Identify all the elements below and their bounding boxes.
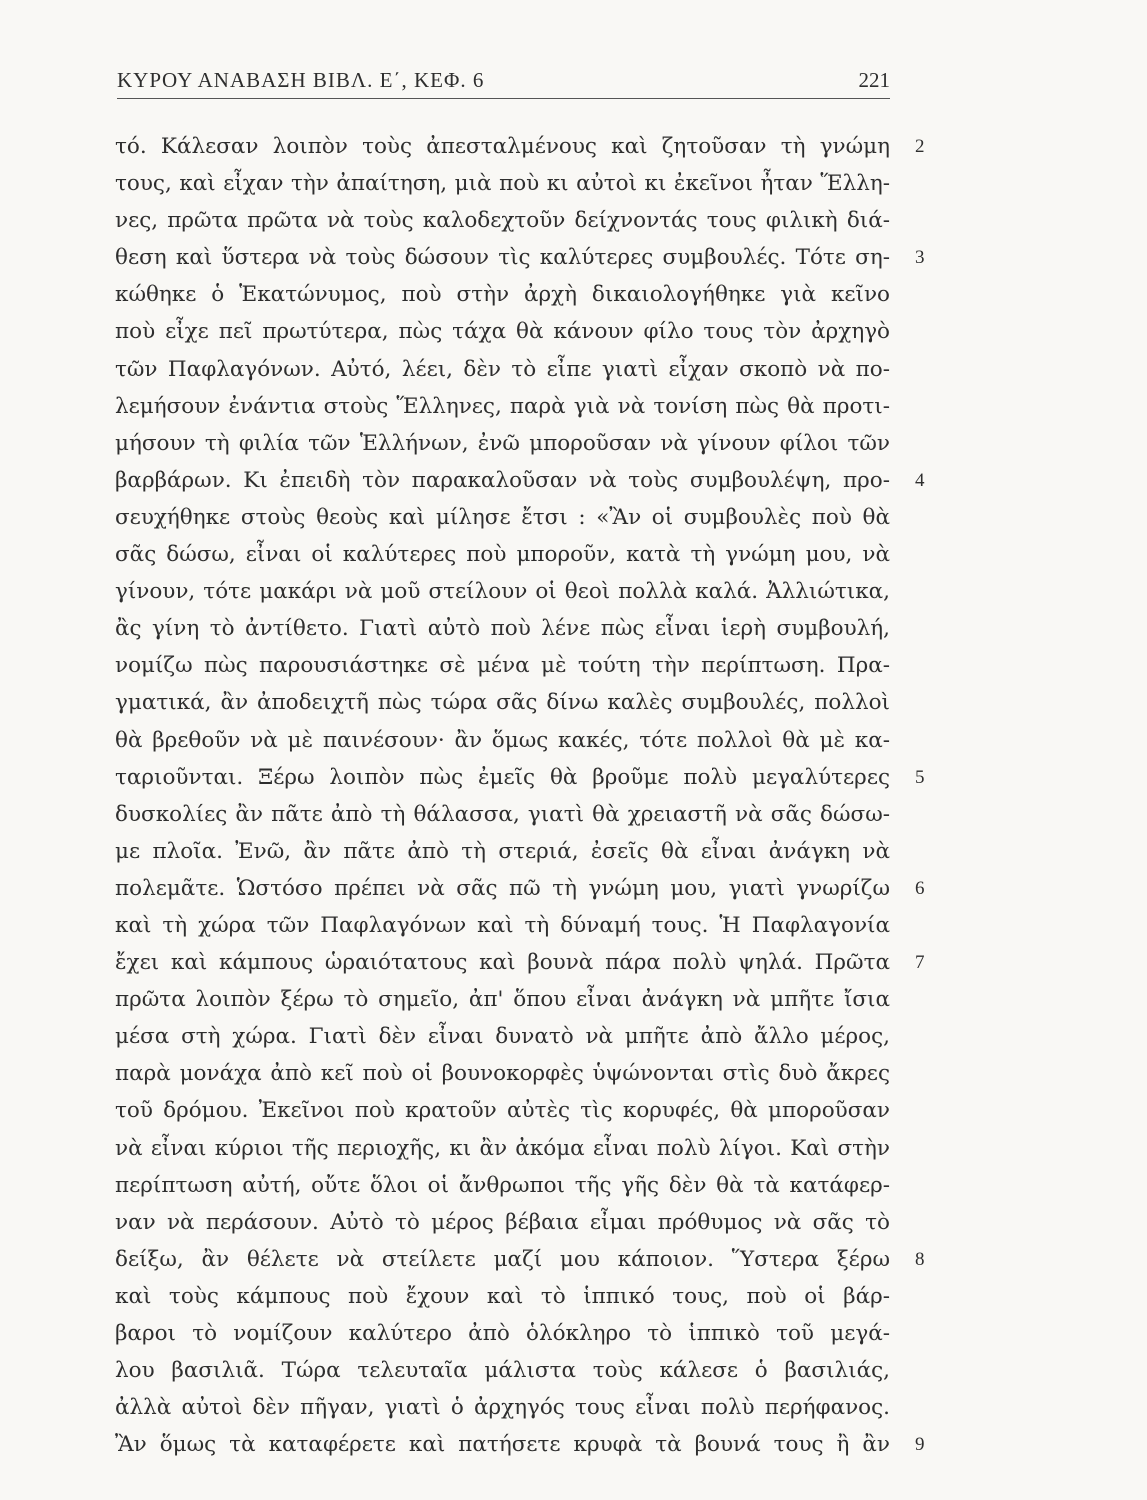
- line-text: ναν νὰ περάσουν. Αὐτὸ τὸ μέρος βέβαια εἶμαι πρόθυμος νὰ σᾶς τὸ: [115, 1209, 890, 1235]
- line-text: δείξω, ἂν θέλετε νὰ στείλετε μαζί μου κάποιον. Ὕστερα ξέρω: [115, 1246, 890, 1272]
- text-line: [115, 425, 890, 462]
- text-line: [115, 722, 890, 759]
- text-line: [115, 1389, 890, 1426]
- text-line: [115, 1018, 890, 1055]
- text-line: [115, 833, 890, 870]
- line-text: σευχήθηκε στοὺς θεοὺς καὶ μίλησε ἔτσι : «Ἂν οἱ συμβουλὲς ποὺ θὰ: [115, 504, 890, 530]
- text-line: [115, 1426, 925, 1463]
- page-number: 221: [858, 68, 890, 92]
- line-text: βαροι τὸ νομίζουν καλύτερο ἀπὸ ὁλόκληρο τὸ ἱππικὸ τοῦ μεγά-: [115, 1321, 890, 1346]
- line-text: παρὰ μονάχα ἀπὸ κεῖ ποὺ οἱ βουνοκορφὲς ὑψώνονται στὶς δυὸ ἄκρες: [115, 1061, 890, 1087]
- text-line: [115, 1315, 890, 1352]
- line-text: θὰ βρεθοῦν νὰ μὲ παινέσουν· ἂν ὅμως κακές, τότε πολλοὶ θὰ μὲ κα-: [115, 727, 890, 753]
- line-text: τους, καὶ εἶχαν τὴν ἀπαίτηση, μιὰ ποὺ κι αὐτοὶ κι ἐκεῖνοι ἦταν Ἕλλη-: [115, 171, 890, 197]
- line-text: γματικά, ἂν ἀποδειχτῆ πὼς τώρα σᾶς δίνω καλὲς συμβουλές, πολλοὶ: [115, 690, 890, 716]
- running-title: ΚΥΡΟΥ ΑΝΑΒΑΣΗ ΒΙΒΛ. Ε΄, ΚΕΦ. 6: [117, 68, 485, 92]
- line-text: μήσουν τὴ φιλία τῶν Ἑλλήνων, ἐνῶ μποροῦσαν νὰ γίνουν φίλοι τῶν: [115, 430, 890, 456]
- running-header: [117, 62, 890, 99]
- section-number: 2: [915, 136, 925, 157]
- text-line: [115, 1352, 890, 1389]
- line-text: γίνουν, τότε μακάρι νὰ μοῦ στείλουν οἱ θεοὶ πολλὰ καλά. Ἀλλιώτικα,: [115, 579, 890, 605]
- text-line: [115, 1055, 890, 1092]
- text-line: [115, 1278, 890, 1315]
- text-line: [115, 684, 890, 721]
- section-number: 9: [915, 1434, 925, 1456]
- line-text: ταριοῦνται. Ξέρω λοιπὸν πὼς ἐμεῖς θὰ βροῦμε πολὺ μεγαλύτερες: [115, 764, 890, 790]
- text-line: [115, 610, 890, 647]
- text-line: [115, 907, 890, 944]
- text-line: [115, 313, 890, 350]
- text-line: [115, 1204, 890, 1241]
- line-text: δυσκολίες ἂν πᾶτε ἀπὸ τὴ θάλασσα, γιατὶ θὰ χρειαστῆ νὰ σᾶς δώσω-: [115, 801, 890, 827]
- line-text: ἂς γίνη τὸ ἀντίθετο. Γιατὶ αὐτὸ ποὺ λένε πὼς εἶναι ἱερὴ συμβουλή,: [115, 616, 890, 642]
- line-text: Ἂν ὅμως τὰ καταφέρετε καὶ πατήσετε κρυφὰ τὰ βουνά τους ἢ ἂν: [115, 1432, 890, 1458]
- line-text: νες, πρῶτα πρῶτα νὰ τοὺς καλοδεχτοῦν δείχνοντάς τους φιλικὴ διά-: [115, 208, 890, 234]
- text-line: [115, 351, 890, 388]
- line-text: νὰ εἶναι κύριοι τῆς περιοχῆς, κι ἂν ἀκόμα εἶναι πολὺ λίγοι. Καὶ στὴν: [115, 1135, 890, 1161]
- line-text: πρῶτα λοιπὸν ξέρω τὸ σημεῖο, ἀπ' ὅπου εἶναι ἀνάγκη νὰ μπῆτε ἴσια: [115, 987, 890, 1013]
- text-line: [115, 462, 925, 499]
- line-text: βαρβάρων. Κι ἐπειδὴ τὸν παρακαλοῦσαν νὰ τοὺς συμβουλέψη, προ-: [115, 467, 890, 493]
- text-line: [115, 1241, 925, 1278]
- line-text: τό. Κάλεσαν λοιπὸν τοὺς ἀπεσταλμένους καὶ ζητοῦσαν τὴ γνώμη: [115, 134, 890, 159]
- line-text: τῶν Παφλαγόνων. Αὐτό, λέει, δὲν τὸ εἶπε γιατὶ εἶχαν σκοπὸ νὰ πο-: [115, 356, 890, 382]
- text-line: [115, 1130, 890, 1167]
- line-text: λεμήσουν ἐνάντια στοὺς Ἕλληνες, παρὰ γιὰ νὰ τονίση πὼς θὰ προτι-: [115, 393, 890, 419]
- line-text: καὶ τὴ χώρα τῶν Παφλαγόνων καὶ τὴ δύναμή τους. Ἡ Παφλαγονία: [115, 912, 890, 938]
- text-line: [115, 981, 890, 1018]
- text-line: [115, 647, 890, 684]
- line-text: ἔχει καὶ κάμπους ὡραιότατους καὶ βουνὰ πάρα πολὺ ψηλά. Πρῶτα: [115, 950, 890, 976]
- text-line: [115, 1092, 890, 1129]
- text-line: [115, 573, 890, 610]
- section-number: 6: [915, 877, 925, 899]
- text-line: [115, 276, 890, 313]
- section-number: 8: [915, 1248, 925, 1270]
- line-text: περίπτωση αὐτή, οὔτε ὅλοι οἱ ἄνθρωποι τῆς γῆς δὲν θὰ τὰ κατάφερ-: [115, 1172, 890, 1198]
- section-number: 7: [915, 952, 925, 974]
- text-line: [115, 759, 925, 796]
- line-text: πολεμᾶτε. Ὡστόσο πρέπει νὰ σᾶς πῶ τὴ γνώμη μου, γιατὶ γνωρίζω: [115, 875, 890, 901]
- text-line: [115, 239, 925, 276]
- line-text: τοῦ δρόμου. Ἐκεῖνοι ποὺ κρατοῦν αὐτὲς τὶς κορυφές, θὰ μποροῦσαν: [115, 1098, 890, 1124]
- text-line: [115, 944, 925, 981]
- line-text: καὶ τοὺς κάμπους ποὺ ἔχουν καὶ τὸ ἱππικό τους, ποὺ οἱ βάρ-: [115, 1283, 890, 1309]
- body-text: [115, 128, 925, 1463]
- text-line: [115, 1167, 890, 1204]
- section-number: 3: [915, 247, 925, 269]
- text-line: [115, 870, 925, 907]
- line-text: με πλοῖα. Ἐνῶ, ἂν πᾶτε ἀπὸ τὴ στεριά, ἐσεῖς θὰ εἶναι ἀνάγκη νὰ: [115, 838, 890, 864]
- text-line: [115, 796, 890, 833]
- line-text: ἀλλὰ αὐτοὶ δὲν πῆγαν, γιατὶ ὁ ἀρχηγός τους εἶναι πολὺ περήφανος.: [115, 1395, 890, 1421]
- text-line: [115, 388, 890, 425]
- text-line: [115, 202, 890, 239]
- line-text: κώθηκε ὁ Ἑκατώνυμος, ποὺ στὴν ἀρχὴ δικαιολογήθηκε γιὰ κεῖνο: [115, 282, 890, 308]
- line-text: ποὺ εἶχε πεῖ πρωτύτερα, πὼς τάχα θὰ κάνουν φίλο τους τὸν ἀρχηγὸ: [115, 319, 890, 345]
- text-line: [115, 499, 890, 536]
- line-text: νομίζω πὼς παρουσιάστηκε σὲ μένα μὲ τούτη τὴν περίπτωση. Πρα-: [115, 653, 890, 679]
- line-text: θεση καὶ ὕστερα νὰ τοὺς δώσουν τὶς καλύτερες συμβουλές. Τότε ση-: [115, 245, 890, 271]
- line-text: σᾶς δώσω, εἶναι οἱ καλύτερες ποὺ μποροῦν, κατὰ τὴ γνώμη μου, νὰ: [115, 542, 890, 568]
- text-line: [115, 128, 925, 165]
- text-line: [115, 536, 890, 573]
- line-text: λου βασιλιᾶ. Τώρα τελευταῖα μάλιστα τοὺς κάλεσε ὁ βασιλιάς,: [115, 1358, 890, 1384]
- line-text: μέσα στὴ χώρα. Γιατὶ δὲν εἶναι δυνατὸ νὰ μπῆτε ἀπὸ ἄλλο μέρος,: [115, 1024, 890, 1050]
- text-line: [115, 165, 890, 202]
- section-number: 4: [915, 469, 925, 491]
- section-number: 5: [915, 766, 925, 788]
